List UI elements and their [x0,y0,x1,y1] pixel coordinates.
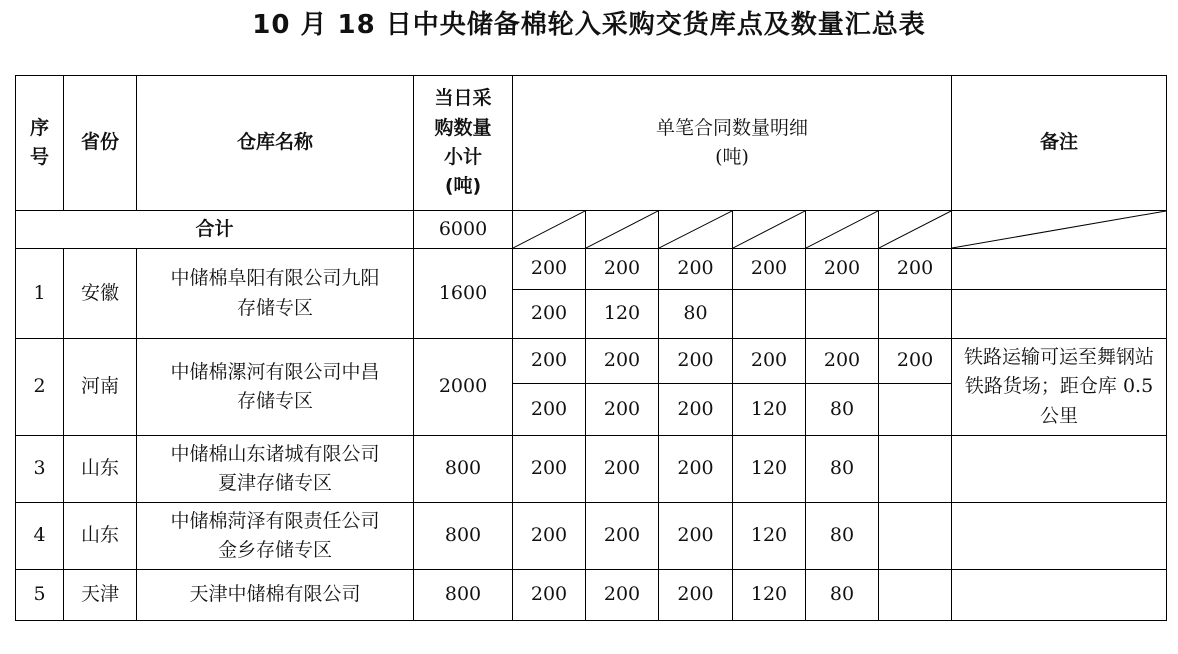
header-seq: 序号 [16,76,64,211]
diagonal-cell [733,211,806,249]
detail-cell: 200 [586,436,659,503]
table-row [16,570,1167,621]
detail-cell: 200 [806,249,879,290]
detail-cell: 80 [806,570,879,621]
detail-cell [733,290,806,339]
total-row [16,211,1167,249]
detail-cell: 120 [733,503,806,570]
detail-cell [879,384,952,436]
detail-cell: 200 [806,339,879,384]
detail-cell: 120 [733,384,806,436]
row-warehouse: 中储棉山东诸城有限公司 夏津存储专区 [137,436,414,503]
detail-cell: 200 [659,339,733,384]
row-seq: 4 [16,503,64,570]
detail-cell: 200 [659,249,733,290]
detail-cell: 200 [513,436,586,503]
table-row [16,249,1167,290]
diagonal-cell [513,211,586,249]
row-subtotal: 1600 [414,249,513,339]
detail-cell [879,290,952,339]
row-subtotal: 2000 [414,339,513,436]
detail-cell: 200 [513,339,586,384]
detail-cell: 200 [586,339,659,384]
row-warehouse: 中储棉菏泽有限责任公司 金乡存储专区 [137,503,414,570]
detail-cell [879,436,952,503]
detail-cell: 80 [806,436,879,503]
detail-cell: 200 [733,339,806,384]
diagonal-cell [659,211,733,249]
row-province: 河南 [64,339,137,436]
row-province: 天津 [64,570,137,621]
row-remark [952,436,1167,503]
row-subtotal: 800 [414,503,513,570]
row-remark [952,249,1167,290]
detail-cell [879,503,952,570]
header-daily-total: 当日采购数量小计(吨) [414,76,513,211]
detail-cell: 200 [513,570,586,621]
detail-cell: 200 [586,503,659,570]
detail-cell: 200 [586,570,659,621]
detail-cell: 200 [659,503,733,570]
summary-table [15,75,1167,621]
detail-cell: 200 [733,249,806,290]
total-value: 6000 [414,211,513,249]
detail-cell: 200 [513,503,586,570]
header-remark: 备注 [952,76,1167,211]
detail-cell: 120 [586,290,659,339]
row-remark: 铁路运输可运至舞钢站铁路货场；距仓库 0.5 公里 [952,339,1167,436]
page-title: 10 月 18 日中央储备棉轮入采购交货库点及数量汇总表 [252,10,926,40]
detail-cell [879,570,952,621]
diagonal-cell [879,211,952,249]
row-seq: 2 [16,339,64,436]
row-subtotal: 800 [414,570,513,621]
detail-cell: 200 [513,249,586,290]
row-remark [952,570,1167,621]
detail-cell: 200 [879,249,952,290]
detail-cell: 200 [586,384,659,436]
row-province: 安徽 [64,249,137,339]
row-subtotal: 800 [414,436,513,503]
row-warehouse: 中储棉阜阳有限公司九阳 存储专区 [137,249,414,339]
detail-cell: 200 [513,384,586,436]
detail-cell: 120 [733,570,806,621]
table-row [16,436,1167,503]
detail-cell: 200 [879,339,952,384]
row-warehouse: 天津中储棉有限公司 [137,570,414,621]
header-detail: 单笔合同数量明细 (吨) [513,76,952,211]
row-remark [952,290,1167,339]
row-seq: 5 [16,570,64,621]
detail-cell: 200 [586,249,659,290]
detail-cell: 80 [806,503,879,570]
detail-cell: 80 [659,290,733,339]
header-row [16,76,1167,211]
row-seq: 3 [16,436,64,503]
detail-cell: 200 [659,436,733,503]
diagonal-cell [586,211,659,249]
detail-cell: 120 [733,436,806,503]
detail-cell: 200 [513,290,586,339]
total-label: 合计 [16,211,414,249]
detail-cell [806,290,879,339]
row-warehouse: 中储棉漯河有限公司中昌 存储专区 [137,339,414,436]
detail-cell: 80 [806,384,879,436]
diagonal-cell [952,211,1167,249]
detail-cell: 200 [659,570,733,621]
row-province: 山东 [64,503,137,570]
table-row [16,339,1167,384]
detail-cell: 200 [659,384,733,436]
row-remark [952,503,1167,570]
header-province: 省份 [64,76,137,211]
table-row [16,503,1167,570]
header-warehouse: 仓库名称 [137,76,414,211]
row-province: 山东 [64,436,137,503]
row-seq: 1 [16,249,64,339]
diagonal-cell [806,211,879,249]
